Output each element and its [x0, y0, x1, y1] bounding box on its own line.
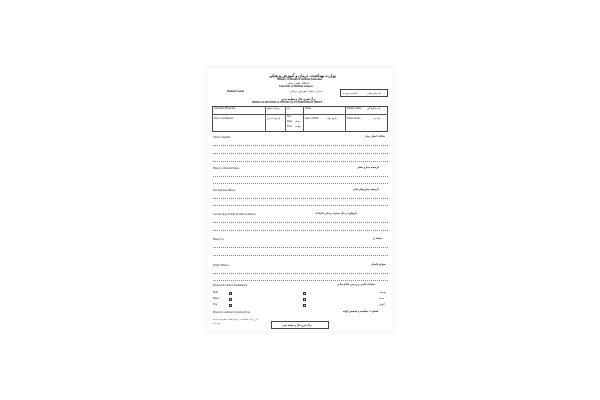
- family-history-label-fa: سوابق فامیلی: [371, 263, 386, 266]
- exam-skin-checkbox[interactable]: [229, 292, 232, 295]
- arrival-note-label: Physical Condition On Arrival Note: [213, 311, 251, 314]
- ministry-title-fa: وزارت بهداشت، درمان و آموزش پزشکی: [269, 73, 336, 78]
- center-fa: مرکز پزشکی آموزشی درمانی: [290, 90, 322, 93]
- exam-skin-checkbox-2[interactable]: [303, 292, 306, 295]
- exam-item-head-fa: سینه: [379, 297, 385, 300]
- history-in-label-fa: سابقه در: [373, 237, 383, 240]
- exam-eye-checkbox[interactable]: [229, 304, 232, 307]
- exam-head-checkbox[interactable]: [229, 298, 232, 301]
- exam-item-head: Head: [213, 297, 219, 300]
- physical-exam-label: Physical & Clinical Examination: [213, 284, 248, 287]
- center-en: Medical Center: [227, 90, 245, 93]
- family-name-label-fa: نام خانوادگی: [367, 107, 381, 110]
- exam-head-checkbox-2[interactable]: [303, 298, 306, 301]
- admission-date-label: Date of Admission: [214, 117, 234, 120]
- history-in-label: History in: [213, 238, 224, 241]
- exam-eye-checkbox-2[interactable]: [303, 304, 306, 307]
- record-number-label: شماره پرونده: [343, 91, 358, 95]
- birth-date-label-fa: تاریخ تولد: [327, 117, 338, 120]
- admission-date-label-fa: تاریخ پذیرش: [267, 117, 281, 120]
- exam-item-eye: Eye: [213, 303, 218, 306]
- university-en: University of Medical Sciences: [279, 85, 313, 88]
- family-name-label-en: Family Name: [347, 107, 362, 110]
- male-label-fa: مذکر: [295, 120, 301, 123]
- exam-item-eye-fa: گوش: [379, 303, 385, 306]
- footer-title-box: [271, 321, 329, 329]
- father-name-label: Father Name: [347, 117, 361, 120]
- footer-title: برگ شرح حال و معاینه بدنی: [282, 323, 312, 327]
- chief-complaint-label: Chief Complaint: [213, 136, 231, 139]
- arrival-note-label-fa: قضاوت / مشاهده و تشخیص اولیه: [343, 310, 379, 313]
- hospital-code-label: کد بیمارستان: [367, 91, 381, 95]
- name-label-en: Name: [305, 107, 312, 110]
- first-name-label: نام: [287, 107, 291, 110]
- form-code: فرم ۷ - ۱: [212, 323, 221, 325]
- form-title-fa: برگ شرح حال و معاینه بدنی: [281, 97, 316, 101]
- birth-date-label: Date of Birth: [305, 117, 319, 120]
- physical-exam-label-fa: معاینات بالینی و بررسی علائم حیاتی: [337, 283, 376, 286]
- record-number-box[interactable]: [340, 89, 388, 97]
- present-illness-label: History of Present Illness: [213, 167, 240, 170]
- present-illness-label-fa: تاریخچه بیماری فعلی: [357, 166, 380, 169]
- exam-item-skin-fa: پوست: [379, 291, 386, 294]
- attending-physician-label: Attending Physician: [214, 107, 236, 110]
- male-label: Male: [287, 120, 293, 123]
- current-drug-label-fa: داروهای در حال مصرف و سایر اعتیادات: [315, 212, 358, 215]
- form-title-en: MEDICAL HISTORY & PHYSICAL EXAMINATION SHEET: [252, 101, 323, 104]
- female-label-fa: مؤنث: [295, 125, 301, 128]
- exam-item-skin: Skin: [213, 291, 218, 294]
- past-diseases-label: Past Diseases History: [213, 189, 236, 192]
- footnote-fa: این برگ با استفاده از دستورالعمل تنظیم شده است: [212, 319, 258, 321]
- chief-complaint-label-fa: شکایت اصلی بیمار: [365, 135, 385, 138]
- family-history-label: Family History: [213, 264, 229, 267]
- past-diseases-label-fa: تاریخچه بیماری‌های قبلی: [353, 188, 379, 191]
- father-name-label-fa: نام پدر: [373, 117, 381, 120]
- sex-label: Sex: [287, 115, 291, 118]
- physician-label-fa: پزشک معالج: [267, 107, 281, 110]
- ministry-title-en: Ministry of Health & Medical Education: [277, 78, 323, 81]
- university-fa: دانشگاه علوم پزشکی: [287, 82, 311, 85]
- current-drug-label: Current Drug, Family & Other Addiction: [213, 213, 256, 216]
- female-label: Fem.: [287, 125, 293, 128]
- medical-history-sheet: [207, 67, 393, 332]
